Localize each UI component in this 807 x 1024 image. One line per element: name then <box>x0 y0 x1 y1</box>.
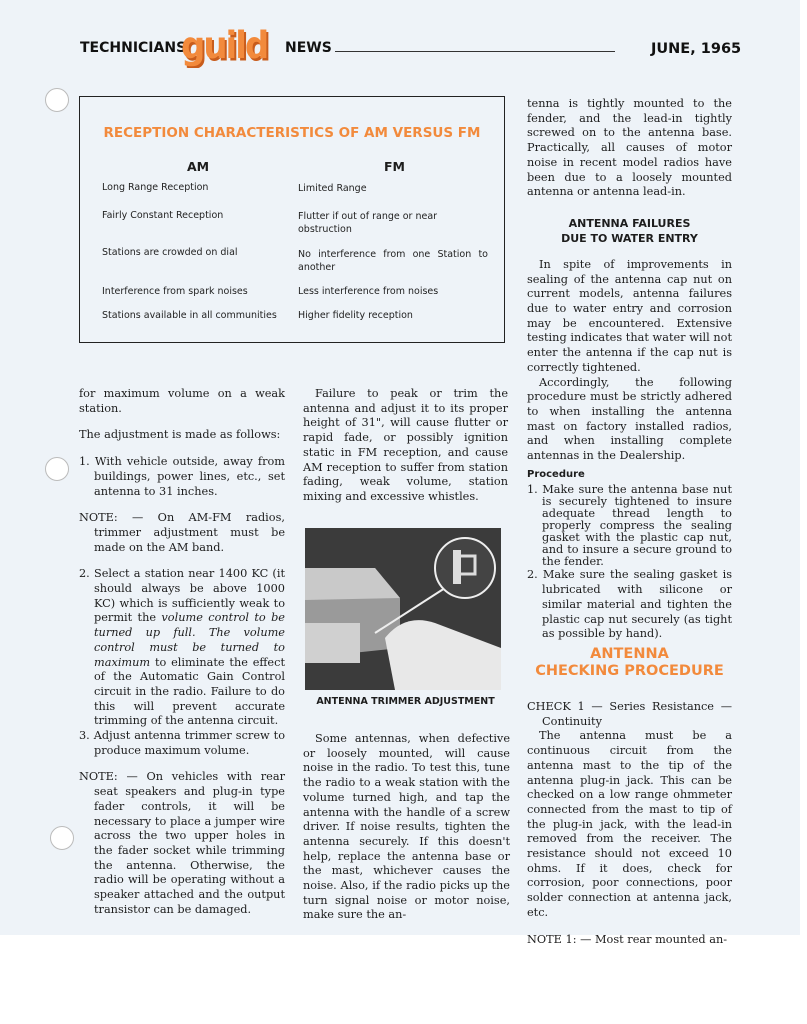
column-1 <box>79 387 285 930</box>
heading-line: DUE TO WATER ENTRY <box>561 231 698 245</box>
procedure-step-1: 1. Make sure the antenna base nut is securely tightened to insure adequate thread length to properly compress the sealing gasket with the plastic cap nut, and to insure a secure ground to the fender. <box>527 483 732 569</box>
check-1-heading: CHECK 1 — Series Resistance — Continuity <box>527 699 732 728</box>
fm-cell: Less interference from noises <box>298 286 439 297</box>
column-3 <box>527 97 732 959</box>
paragraph: Accordingly, the following procedure must be strictly adhered to when installing the antenna mast on factory installed radios, and when installing complete antennas in the Dealership. <box>527 375 732 463</box>
am-cell: Long Range Reception <box>102 182 209 193</box>
fm-cell: Flutter if out of range or near obstruction <box>298 211 438 235</box>
step-3: 3. Adjust antenna trimmer screw to produce maximum volume. <box>79 729 285 757</box>
header-news: NEWS <box>285 40 332 56</box>
procedure-label: Procedure <box>527 468 585 480</box>
radio-photo-illustration <box>305 528 501 690</box>
paragraph: Failure to peak or trim the antenna and adjust it to its proper height of 31", will cause flutter or rapid fade, or possibly ignition static in FM reception, and cause AM reception to suffer from station fading, weak volume, station mixing and excessive whistles. <box>303 387 508 503</box>
am-cell: Stations available in all communities <box>102 310 277 321</box>
paragraph: The antenna must be a continuous circuit from the antenna mast to the tip of the antenna plug-in jack. This can be checked on a low range ohmmeter connected from the mast to tip of the plug-in jack, with the lead-in removed from the receiver. The resistance should not exceed 10 ohms. If it does, check for corrosion, poor connections, poor solder connection at antenna jack, etc. <box>527 729 732 919</box>
antenna-trimmer-photo <box>305 528 501 690</box>
fm-cell: No interference from one Station to another <box>298 249 488 273</box>
paragraph: The adjustment is made as follows: <box>79 428 281 442</box>
step-2-text: 2. Select a station near 1400 KC (it should always be above 1000 KC) which is sufficiently weak to permit the <box>79 567 285 625</box>
header-date: JUNE, 1965 <box>651 41 742 57</box>
fm-header: FM <box>384 159 405 174</box>
am-header: AM <box>187 159 210 174</box>
photo-caption: ANTENNA TRIMMER ADJUSTMENT <box>316 696 495 707</box>
step-1: 1. With vehicle outside, away from buildings, power lines, etc., set antenna to 31 inches. <box>79 455 285 498</box>
checking-procedure-heading <box>527 646 732 680</box>
column-2 <box>303 387 508 517</box>
step-2 <box>79 567 285 729</box>
binder-hole <box>45 457 69 481</box>
fm-cell: Limited Range <box>298 183 367 194</box>
paragraph: for maximum volume on a weak station. <box>79 387 285 415</box>
section-heading <box>527 216 732 246</box>
binder-hole <box>45 88 69 112</box>
note: NOTE: — On vehicles with rear seat speakers and plug-in type fader controls, it will be necessary to place a jumper wire across the two upper holes in the fader socket while trimming the antenna. Otherwise, the radio will be operating without a speaker attached and the output transistor can be damaged. <box>79 770 285 916</box>
table-title: RECEPTION CHARACTERISTICS OF AM VERSUS FM <box>103 125 481 141</box>
step-2-text: to eliminate the effect of the Automatic Gain Control circuit in the radio. Failure to do this will prevent accurate trimming of the antenna circuit. <box>94 655 285 728</box>
note: NOTE: — On AM-FM radios, trimmer adjustment must be made on the AM band. <box>79 511 285 554</box>
am-cell: Interference from spark noises <box>102 286 248 297</box>
paragraph: In spite of improvements in sealing of the antenna cap nut on current models, antenna failures due to water entry and corrosion may be encountered. Extensive testing indicates that water will not enter the antenna if the cap nut is correctly tightened. <box>527 257 732 374</box>
am-cell: Stations are crowded on dial <box>102 247 238 258</box>
heading-line: ANTENNA FAILURES <box>568 216 691 230</box>
am-cell: Fairly Constant Reception <box>102 210 224 221</box>
fm-cell: Higher fidelity reception <box>298 310 413 321</box>
header-technicians: TECHNICIANS <box>80 40 187 56</box>
header-rule <box>335 51 615 52</box>
note: NOTE 1: — Most rear mounted an- <box>527 932 728 946</box>
binder-hole <box>50 826 74 850</box>
guild-logo: guild <box>181 24 268 68</box>
step-2-italic: volume control to be turned up full. The volume control must be turned to maximum <box>94 611 285 669</box>
heading-line: CHECKING PROCEDURE <box>535 662 724 679</box>
heading-line: ANTENNA <box>590 645 669 662</box>
paragraph: Some antennas, when defective or loosely mounted, will cause noise in the radio. To test this, tune the radio to a weak station with the volume turned high, and tap the antenna with the handle of a screw driver. If noise results, tighten the antenna securely. If this doesn't help, replace the antenna base or the mast, whichever causes the noise. Also, if the radio picks up the turn signal noise or motor noise, make sure the an- <box>303 732 510 922</box>
am-fm-comparison-table <box>79 96 505 343</box>
paragraph: tenna is tightly mounted to the fender, and the lead-in tightly screwed on to the antenna base. Practically, all causes of motor noise in recent model radios have been due to a loosely mounted antenna or antenna lead-in. <box>527 97 732 199</box>
procedure-step-2: 2. Make sure the sealing gasket is lubricated with silicone or similar material and tighten the plastic cap nut securely (as tight as possible by hand). <box>527 568 732 641</box>
column-2-lower <box>303 732 510 935</box>
